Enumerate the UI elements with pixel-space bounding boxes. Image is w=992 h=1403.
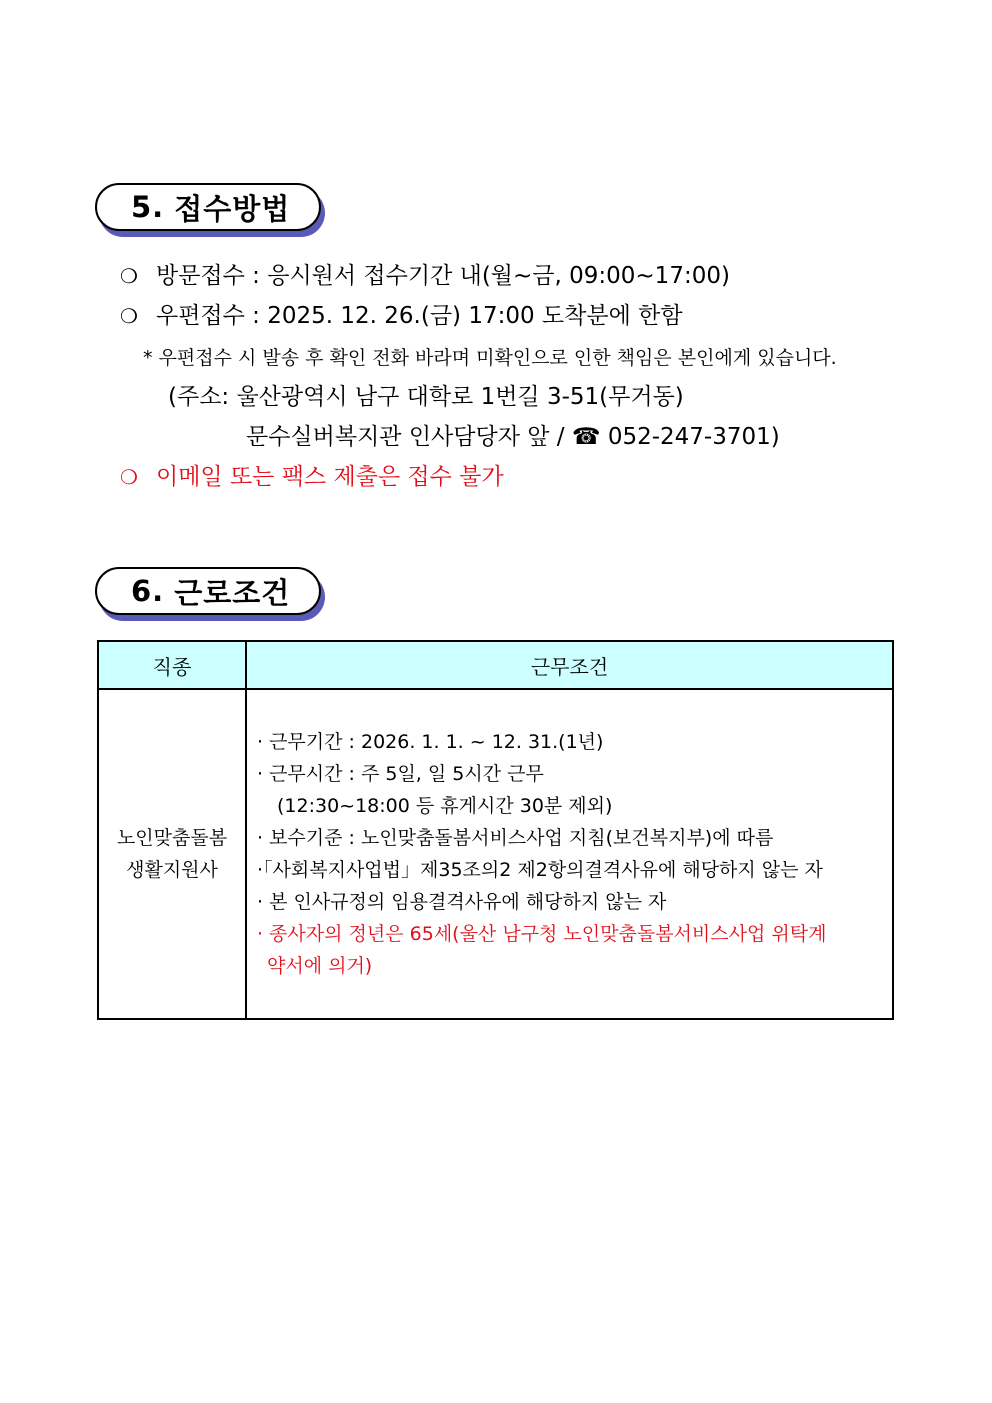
condition-item: · 근무시간 : 주 5일, 일 5시간 근무 xyxy=(257,763,544,785)
retirement-age-item-cont: 약서에 의거) xyxy=(267,955,373,977)
section-number: 6. xyxy=(131,574,165,608)
condition-item: (12:30~18:00 등 휴게시간 30분 제외) xyxy=(277,795,613,817)
circle-bullet-icon: ❍ xyxy=(120,264,138,288)
circle-bullet-icon: ❍ xyxy=(120,304,138,328)
job-title-line: 노인맞춤돌봄 xyxy=(116,827,228,849)
section-number: 5. xyxy=(131,190,165,224)
header-conditions: 근무조건 xyxy=(246,641,893,689)
section-title: 접수방법 xyxy=(174,191,291,226)
list-item xyxy=(120,261,730,291)
address-line-1: (주소: 울산광역시 남구 대학로 1번길 3-51(무거동) xyxy=(168,384,684,410)
circle-bullet-icon: ❍ xyxy=(120,465,138,489)
warning-text: 이메일 또는 팩스 제출은 접수 불가 xyxy=(156,464,504,490)
work-conditions-table xyxy=(97,640,894,1020)
item-text: 방문접수 : 응시원서 접수기간 내(월~금, 09:00~17:00) xyxy=(156,263,730,289)
address-recipient: 문수실버복지관 인사담당자 앞 / xyxy=(246,424,565,450)
retirement-age-item: · 종사자의 정년은 65세(울산 남구청 노인맞춤돌봄서비스사업 위탁계 xyxy=(257,923,827,945)
header-job: 직종 xyxy=(98,641,246,689)
address-line-2 xyxy=(246,422,780,452)
job-cell xyxy=(98,689,246,1019)
condition-item: · 보수기준 : 노인맞춤돌봄서비스사업 지침(보건복지부)에 따름 xyxy=(257,827,774,849)
list-item xyxy=(120,301,683,331)
section-title: 근로조건 xyxy=(174,575,291,610)
condition-item: · 근무기간 : 2026. 1. 1. ~ 12. 31.(1년) xyxy=(257,731,604,753)
note: * 우편접수 시 발송 후 확인 전화 바라며 미확인으로 인한 책임은 본인에게 있습니다. xyxy=(143,347,837,369)
condition-item: ·「사회복지사업법」제35조의2 제2항의결격사유에 해당하지 않는 자 xyxy=(257,859,823,881)
section-5-heading xyxy=(95,183,321,231)
condition-item: · 본 인사규정의 임용결격사유에 해당하지 않는 자 xyxy=(257,891,667,913)
phone-number: 052-247-3701) xyxy=(607,424,780,450)
section-6-heading xyxy=(95,567,321,615)
conditions-cell xyxy=(246,689,893,1019)
warning-item xyxy=(120,462,504,492)
table-row xyxy=(98,689,893,1019)
table-header-row xyxy=(98,641,893,689)
item-text: 우편접수 : 2025. 12. 26.(금) 17:00 도착분에 한함 xyxy=(156,303,683,329)
job-title-line: 생활지원사 xyxy=(126,859,218,881)
phone-icon: ☎ xyxy=(571,424,601,450)
